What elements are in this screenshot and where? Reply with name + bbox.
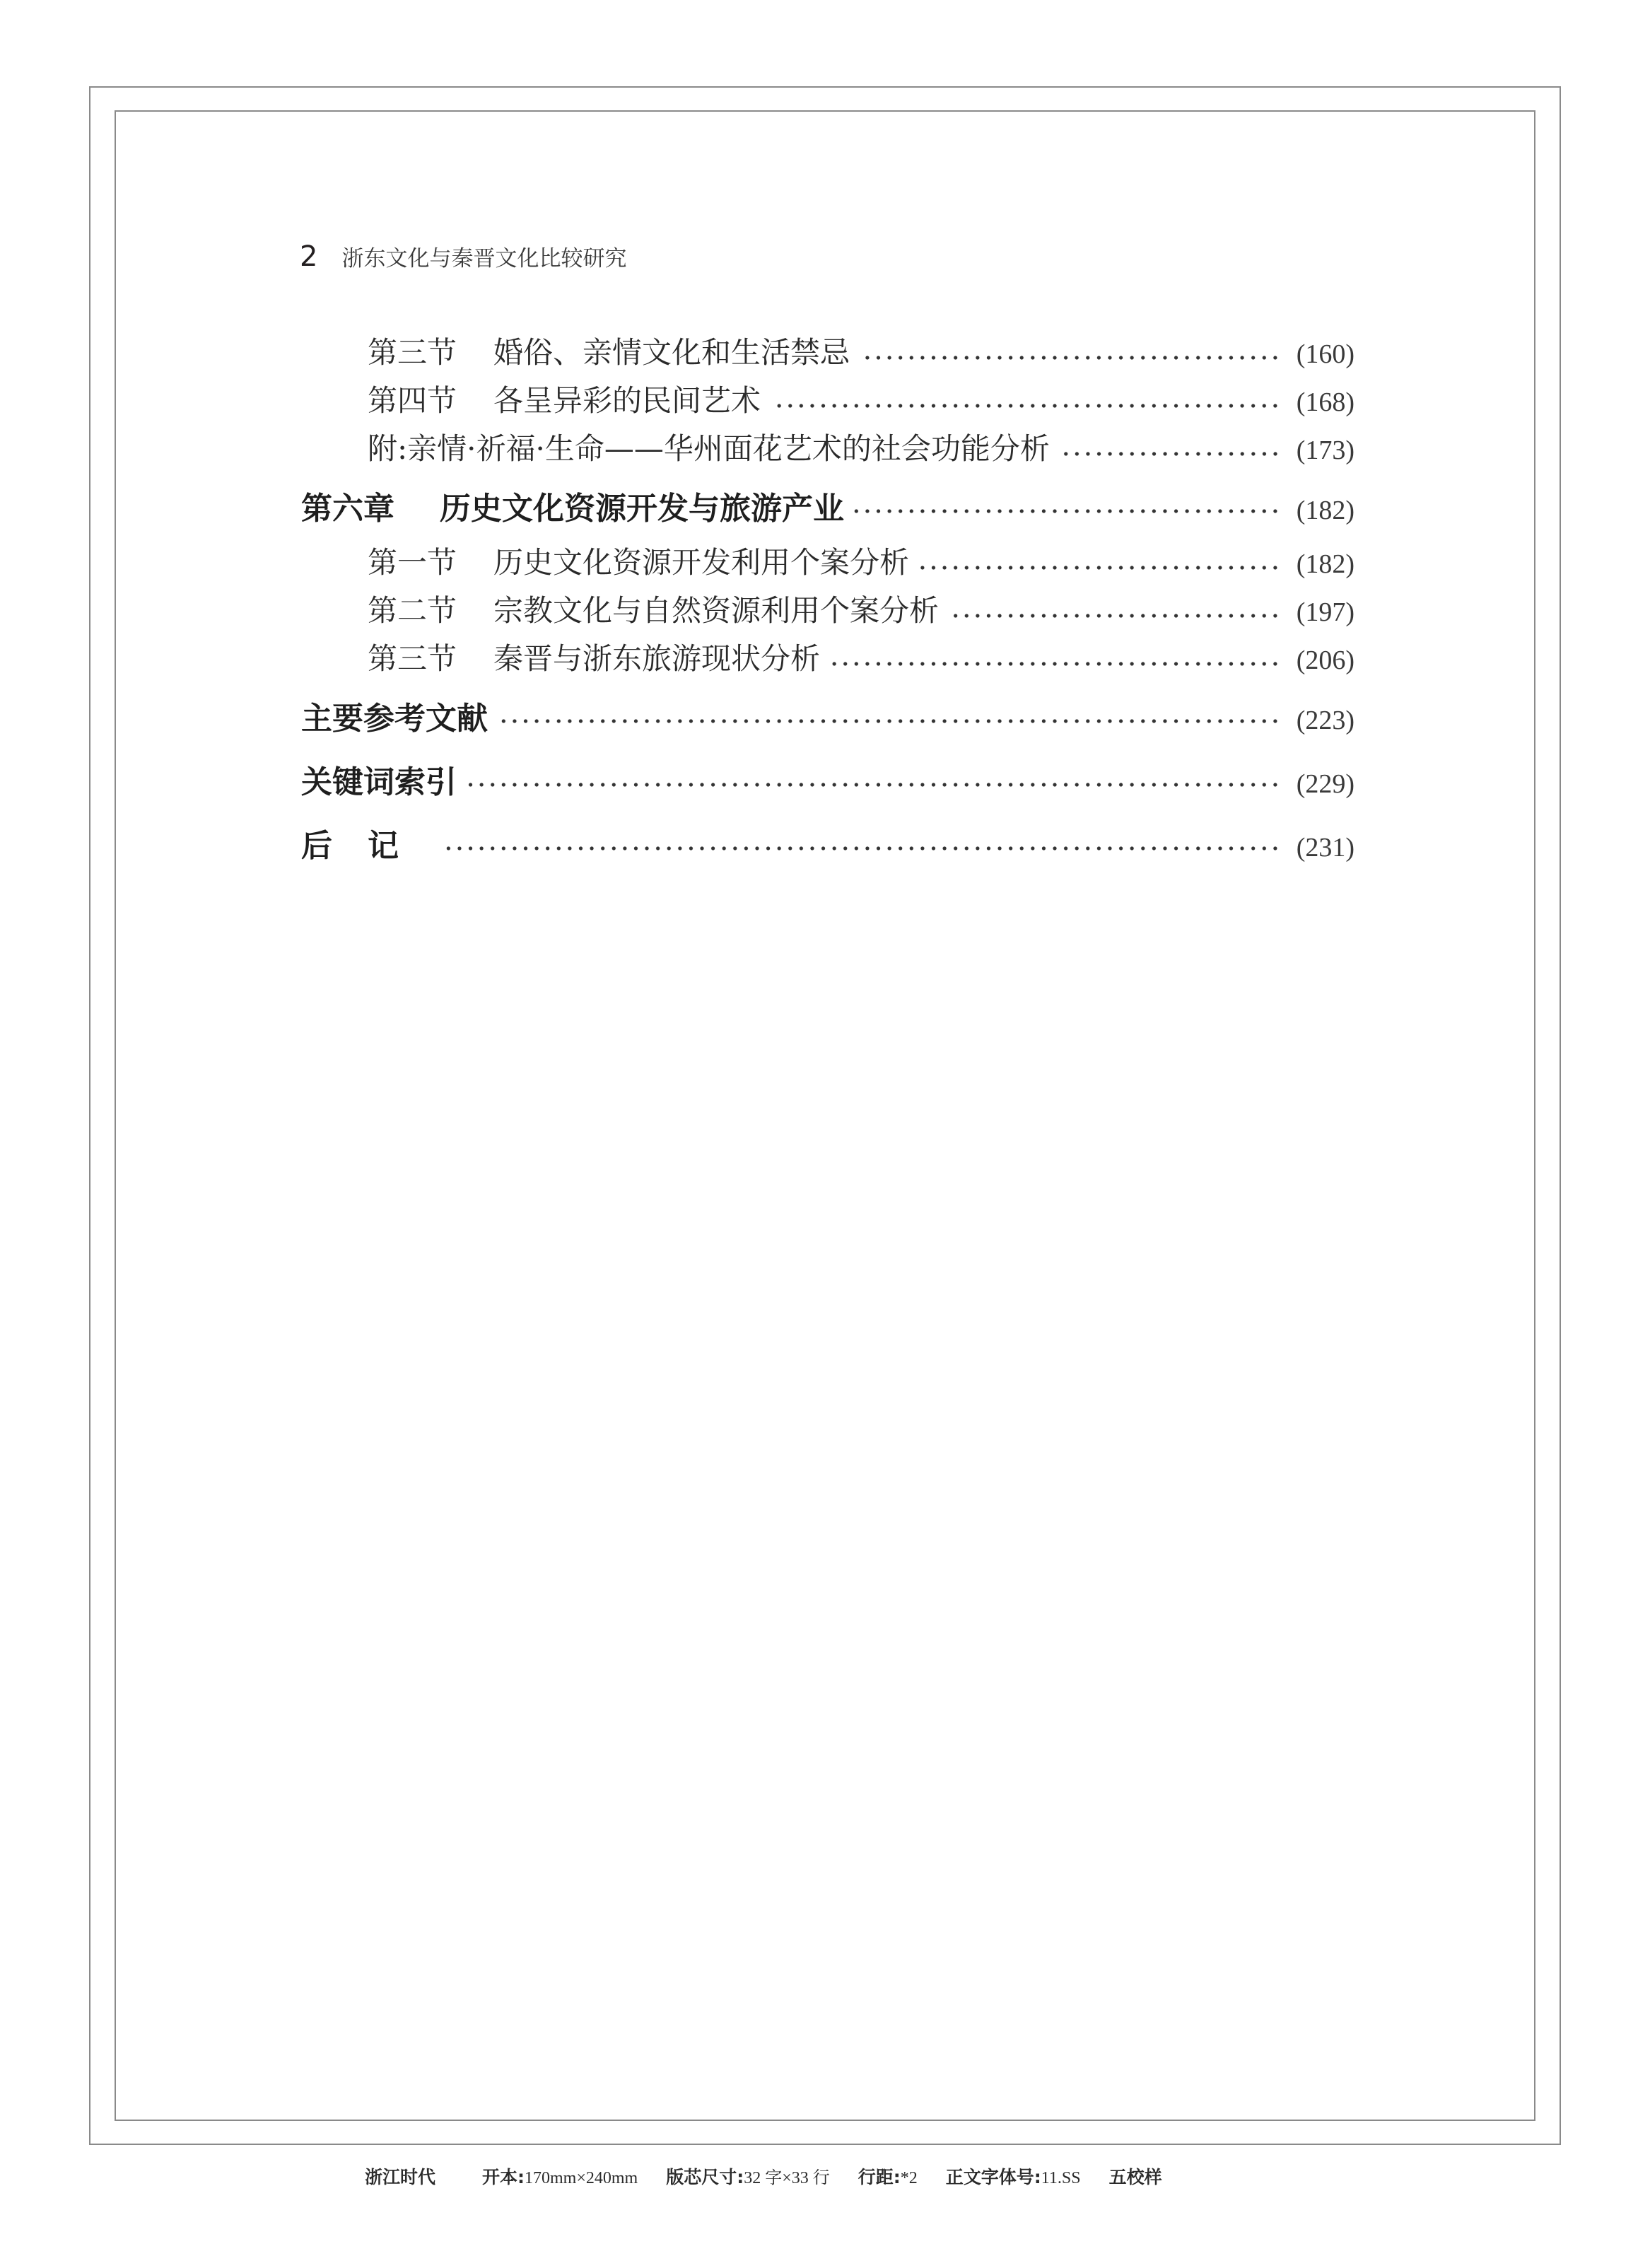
- toc-backmatter-entry[interactable]: [301, 820, 1354, 863]
- publisher-name: 浙江时代: [365, 2167, 436, 2187]
- format-value: 170mm×240mm: [525, 2169, 638, 2187]
- dot-leader: [771, 403, 1281, 409]
- toc-entry-title: 婚俗、亲情文化和生活禁忌: [493, 335, 850, 370]
- toc-entry[interactable]: [368, 539, 1354, 582]
- toc-entry-number: 第二节: [368, 593, 457, 628]
- dot-leader: [444, 846, 1281, 851]
- dot-leader: [1060, 451, 1281, 457]
- toc-entry-title: 关键词索引: [301, 764, 457, 800]
- toc-entry-number: 第三节: [368, 335, 457, 370]
- toc-entry-title: 后记: [301, 828, 434, 864]
- leading-field: [858, 2163, 918, 2189]
- leading-label: 行距:: [858, 2167, 901, 2187]
- toc-backmatter-entry[interactable]: [301, 756, 1354, 799]
- book-title: 浙东文化与秦晋文化比较研究: [341, 246, 627, 271]
- toc-entry-number: 第三节: [368, 641, 457, 676]
- toc-entry-page: (197): [1296, 597, 1354, 627]
- toc-entry-label: [368, 539, 909, 582]
- toc-entry-label: [368, 636, 820, 678]
- toc-entry[interactable]: [368, 378, 1354, 420]
- toc-entry-title: 宗教文化与自然资源利用个案分析: [493, 593, 940, 628]
- toc-entry-page: (206): [1296, 645, 1354, 675]
- toc-entry-label: [368, 378, 761, 420]
- toc-entry-title: 历史文化资源开发利用个案分析: [493, 545, 910, 580]
- toc-chapter-entry[interactable]: [301, 483, 1354, 525]
- toc-entry-label: [301, 483, 844, 528]
- format-field: [482, 2163, 638, 2189]
- type-area-value: 32 字×33 行: [744, 2169, 830, 2187]
- toc-entry[interactable]: [368, 426, 1354, 468]
- dot-leader: [854, 508, 1281, 514]
- type-area-field: [666, 2163, 830, 2189]
- dot-leader: [498, 718, 1281, 724]
- toc-entry-label: [368, 588, 939, 630]
- font-size-label: 正文字体号:: [945, 2167, 1041, 2187]
- toc-entry-page: (182): [1296, 496, 1354, 525]
- toc-entry-page: (229): [1296, 769, 1354, 799]
- toc-entry-label: [301, 693, 488, 738]
- leading-value: *2: [900, 2169, 918, 2187]
- toc-entry[interactable]: [368, 636, 1354, 678]
- toc-entry-label: [368, 329, 850, 372]
- print-slug-line: [365, 2163, 1162, 2199]
- toc-entry-number: 第四节: [368, 383, 457, 418]
- proof-stage: 五校样: [1108, 2167, 1162, 2187]
- toc-entry-number: 第六章: [301, 491, 394, 527]
- dot-leader: [830, 661, 1281, 667]
- toc-entry-label: [301, 820, 434, 865]
- dot-leader: [467, 782, 1281, 788]
- type-area-label: 版芯尺寸:: [666, 2167, 744, 2187]
- toc-entry-title: 附:亲情·祈福·生命——华州面花艺术的社会功能分析: [368, 431, 1050, 466]
- font-size-field: [946, 2163, 1081, 2189]
- toc-entry-page: (182): [1296, 549, 1354, 579]
- toc-entry-title: 历史文化资源开发与旅游产业: [440, 491, 844, 527]
- toc-entry-page: (173): [1296, 436, 1354, 465]
- dot-leader: [919, 565, 1281, 571]
- toc-entry[interactable]: [368, 329, 1354, 372]
- toc-entry-page: (231): [1296, 833, 1354, 863]
- toc-entry-page: (223): [1296, 706, 1354, 735]
- toc-entry-title: 秦晋与浙东旅游现状分析: [493, 641, 821, 676]
- toc-entry-label: [301, 756, 457, 802]
- format-label: 开本:: [482, 2167, 525, 2187]
- toc-entry[interactable]: [368, 588, 1354, 630]
- font-size-value: 11.SS: [1041, 2169, 1081, 2187]
- dot-leader: [860, 355, 1281, 361]
- toc-entry-label: [368, 426, 1050, 468]
- toc-entry-title: 各呈异彩的民间艺术: [493, 383, 761, 418]
- toc-backmatter-entry[interactable]: [301, 693, 1354, 735]
- dot-leader: [949, 613, 1281, 619]
- toc-entry-number: 第一节: [368, 545, 457, 580]
- toc-entry-page: (168): [1296, 387, 1354, 417]
- toc-entry-title: 主要参考文献: [301, 701, 488, 737]
- page-number: 2: [300, 240, 318, 273]
- toc-entry-page: (160): [1296, 339, 1354, 369]
